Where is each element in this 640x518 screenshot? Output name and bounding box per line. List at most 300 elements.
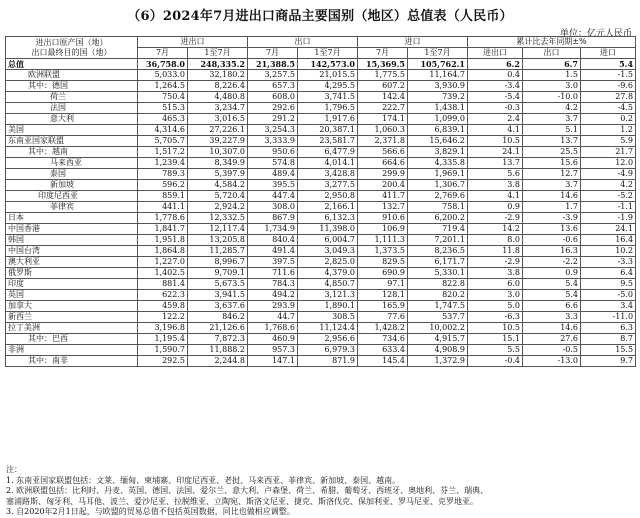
sub-header: 7月: [358, 48, 408, 59]
table-cell: 789.3: [138, 169, 188, 180]
table-cell: 3,829.1: [408, 147, 468, 158]
row-label: 韩国: [6, 235, 138, 246]
table-cell: 1,969.1: [408, 169, 468, 180]
table-cell: 3.4: [581, 301, 636, 312]
notes: [6, 465, 634, 518]
table-cell: 1,890.1: [298, 301, 358, 312]
table-cell: 308.5: [298, 312, 358, 323]
table-row: [6, 202, 636, 213]
table-cell: 397.5: [248, 257, 298, 268]
table-cell: -4.5: [581, 103, 636, 114]
table-row: [6, 257, 636, 268]
table-cell: 145.4: [358, 356, 408, 367]
table-cell: 871.9: [298, 356, 358, 367]
row-label: 总值: [6, 59, 138, 70]
table-cell: 1,239.4: [138, 158, 188, 169]
table-cell: 1,373.5: [358, 246, 408, 257]
table-cell: 4.2: [523, 103, 581, 114]
table-body: [6, 59, 636, 367]
table-cell: 3,121.3: [298, 290, 358, 301]
table-cell: 23,581.7: [298, 136, 358, 147]
table-cell: 0.4: [468, 70, 523, 81]
row-label: 美国: [6, 125, 138, 136]
sub-header: 7月: [248, 48, 298, 59]
table-cell: 10,002.2: [408, 323, 468, 334]
table-cell: 1,768.6: [248, 323, 298, 334]
table-row: [6, 158, 636, 169]
table-row: [6, 103, 636, 114]
table-cell: 441.1: [138, 202, 188, 213]
table-cell: -1.1: [581, 202, 636, 213]
table-cell: 8,236.5: [408, 246, 468, 257]
table-cell: 4,014.1: [298, 158, 358, 169]
table-row: [6, 224, 636, 235]
table-cell: -1.9: [581, 213, 636, 224]
table-cell: 7,872.3: [188, 334, 248, 345]
table-cell: 77.6: [358, 312, 408, 323]
table-cell: 491.4: [248, 246, 298, 257]
table-cell: 1,917.6: [298, 114, 358, 125]
table-row: [6, 70, 636, 81]
table-cell: 494.2: [248, 290, 298, 301]
table-cell: 36,758.0: [138, 59, 188, 70]
table-cell: 12.7: [523, 169, 581, 180]
table-cell: 460.9: [248, 334, 298, 345]
group-header-growth: 累计比去年同期±%: [468, 37, 636, 48]
table-cell: 21.7: [581, 147, 636, 158]
table-cell: -3.4: [468, 81, 523, 92]
table-cell: 664.6: [358, 158, 408, 169]
table-cell: 13,205.8: [188, 235, 248, 246]
table-cell: 1,428.2: [358, 323, 408, 334]
table-row: [6, 279, 636, 290]
table-cell: 5,705.7: [138, 136, 188, 147]
table-cell: 6.7: [523, 59, 581, 70]
table-cell: 3,930.9: [408, 81, 468, 92]
table-cell: 711.6: [248, 268, 298, 279]
row-label: 意大利: [6, 114, 138, 125]
table-cell: 11,124.4: [298, 323, 358, 334]
note-line: 2. 欧洲联盟包括：比利时、丹麦、英国、德国、法国、爱尔兰、意大利、卢森堡、荷兰、希腊、葡萄牙、西班牙、奥地利、芬兰、瑞典、: [6, 486, 489, 495]
table-cell: 1,060.3: [358, 125, 408, 136]
table-row: [6, 125, 636, 136]
table-cell: 4.1: [468, 125, 523, 136]
table-cell: 147.1: [248, 356, 298, 367]
table-cell: 291.2: [248, 114, 298, 125]
table-cell: 2,166.1: [298, 202, 358, 213]
row-label: 东南亚国家联盟: [6, 136, 138, 147]
table-row: [6, 235, 636, 246]
table-cell: 840.4: [248, 235, 298, 246]
table-title: （6）2024年7月进出口商品主要国别（地区）总值表（人民币）: [127, 9, 513, 24]
table-cell: 128.1: [358, 290, 408, 301]
table-row: [6, 213, 636, 224]
note-line: 3. 自2020年2月1日起，与欧盟的贸易总值不包括英国数据，同比也做相应调整。: [6, 507, 295, 516]
table-cell: 20,387.1: [298, 125, 358, 136]
row-label: 菲律宾: [6, 202, 138, 213]
table-cell: 5,673.5: [188, 279, 248, 290]
table-cell: 12,117.4: [188, 224, 248, 235]
table-cell: 1,590.7: [138, 345, 188, 356]
table-cell: 1,227.0: [138, 257, 188, 268]
table-row: [6, 169, 636, 180]
table-cell: 1.5: [523, 70, 581, 81]
table-cell: 3,254.3: [248, 125, 298, 136]
table-cell: 3.3: [523, 312, 581, 323]
table-cell: 15.6: [523, 158, 581, 169]
table-cell: 3,234.7: [188, 103, 248, 114]
table-row: [6, 301, 636, 312]
table-cell: 32,180.2: [188, 70, 248, 81]
table-cell: 1,951.8: [138, 235, 188, 246]
table-cell: 27,226.1: [188, 125, 248, 136]
table-cell: -3.3: [581, 257, 636, 268]
table-cell: 15.1: [468, 334, 523, 345]
row-label: 荷兰: [6, 92, 138, 103]
table-cell: 566.6: [358, 147, 408, 158]
table-cell: 6,132.3: [298, 213, 358, 224]
table-cell: 8,226.4: [188, 81, 248, 92]
table-cell: 5.6: [468, 169, 523, 180]
table-cell: -2.2: [523, 257, 581, 268]
table-cell: 6.0: [468, 279, 523, 290]
table-cell: 574.8: [248, 158, 298, 169]
table-row: [6, 147, 636, 158]
table-cell: 3.7: [523, 114, 581, 125]
table-cell: 3,333.9: [248, 136, 298, 147]
table-cell: 4.1: [468, 191, 523, 202]
table-cell: 14.6: [523, 191, 581, 202]
table-cell: 411.7: [358, 191, 408, 202]
row-label: 中国台湾: [6, 246, 138, 257]
table-cell: 5.0: [468, 301, 523, 312]
unit-label: 单位：亿元人民币: [559, 29, 632, 39]
table-cell: 6,477.9: [298, 147, 358, 158]
table-cell: 2,924.2: [188, 202, 248, 213]
corner-top-label: 进出口原产国（地）: [35, 37, 108, 47]
table-cell: -4.9: [581, 169, 636, 180]
table-cell: -0.4: [468, 356, 523, 367]
table-cell: 5.5: [468, 345, 523, 356]
group-header-export: 出口: [248, 37, 358, 48]
table-cell: 1,402.5: [138, 268, 188, 279]
table-cell: 1,841.7: [138, 224, 188, 235]
table-cell: 950.6: [248, 147, 298, 158]
table-cell: 8.7: [581, 334, 636, 345]
row-label: 中国香港: [6, 224, 138, 235]
table-cell: 739.2: [408, 92, 468, 103]
table-cell: 2,825.0: [298, 257, 358, 268]
table-cell: 4,584.2: [188, 180, 248, 191]
table-cell: 633.4: [358, 345, 408, 356]
table-cell: 5,397.9: [188, 169, 248, 180]
table-cell: -5.4: [468, 92, 523, 103]
table-cell: 6.4: [581, 268, 636, 279]
table-cell: 14.2: [468, 224, 523, 235]
table-cell: 3,196.8: [138, 323, 188, 334]
table-cell: 1,195.4: [138, 334, 188, 345]
table-cell: 3,049.3: [298, 246, 358, 257]
table-cell: 3,016.5: [188, 114, 248, 125]
table-cell: 10,307.0: [188, 147, 248, 158]
table-cell: 1,864.8: [138, 246, 188, 257]
table-cell: 292.5: [138, 356, 188, 367]
table-cell: -13.0: [523, 356, 581, 367]
table-cell: -0.5: [523, 345, 581, 356]
table-cell: 9.5: [581, 279, 636, 290]
note-line: 1. 东南亚国家联盟包括：文莱、缅甸、柬埔寨、印度尼西亚、老挝、马来西亚、菲律宾、新加坡、泰国、越南。: [6, 475, 401, 485]
sub-header: 1至7月: [298, 48, 358, 59]
table-cell: 97.1: [358, 279, 408, 290]
table-cell: 12,332.5: [188, 213, 248, 224]
table-cell: 16.3: [523, 246, 581, 257]
table-row: [6, 81, 636, 92]
sub-header: 1至7月: [188, 48, 248, 59]
table-cell: -1.5: [581, 70, 636, 81]
table-cell: 957.3: [248, 345, 298, 356]
table-cell: 2.4: [468, 114, 523, 125]
table-cell: 859.1: [138, 191, 188, 202]
table-row: [6, 92, 636, 103]
table-cell: 4,915.7: [408, 334, 468, 345]
table-cell: 5.4: [523, 279, 581, 290]
table-cell: 24.1: [581, 224, 636, 235]
table-cell: 1,306.7: [408, 180, 468, 191]
table-cell: 25.5: [523, 147, 581, 158]
table-row: [6, 59, 636, 70]
table-cell: 758.1: [408, 202, 468, 213]
table-cell: 515.3: [138, 103, 188, 114]
row-label: 拉丁美洲: [6, 323, 138, 334]
table-cell: 132.7: [358, 202, 408, 213]
sub-header: 出口: [523, 48, 581, 59]
table-row: [6, 114, 636, 125]
table-cell: 13.6: [523, 224, 581, 235]
table-cell: 174.1: [358, 114, 408, 125]
table-cell: 489.4: [248, 169, 298, 180]
table-cell: 4,908.9: [408, 345, 468, 356]
sub-header: 进出口: [468, 48, 523, 59]
sub-header: 7月: [138, 48, 188, 59]
table-cell: 16.4: [581, 235, 636, 246]
table-cell: 4,379.0: [298, 268, 358, 279]
table-cell: -2.9: [468, 257, 523, 268]
table-cell: 622.3: [138, 290, 188, 301]
table-row: [6, 312, 636, 323]
table-cell: 15,646.2: [408, 136, 468, 147]
table-row: [6, 334, 636, 345]
table-cell: 596.2: [138, 180, 188, 191]
table-cell: 21,388.5: [248, 59, 298, 70]
table-cell: 6.6: [523, 301, 581, 312]
table-row: [6, 246, 636, 257]
row-label: 法国: [6, 103, 138, 114]
table-cell: 3.7: [523, 180, 581, 191]
table-cell: 3,428.8: [298, 169, 358, 180]
corner-bottom-label: 出口最终目的国（地）: [31, 47, 112, 57]
table-cell: 1.7: [523, 202, 581, 213]
table-cell: 11,888.2: [188, 345, 248, 356]
table-row: [6, 180, 636, 191]
table-cell: 11,398.0: [298, 224, 358, 235]
row-label: 英国: [6, 290, 138, 301]
table-cell: -0.6: [523, 235, 581, 246]
table-cell: 5.9: [581, 136, 636, 147]
table-cell: 4,480.8: [188, 92, 248, 103]
table-cell: 1,778.6: [138, 213, 188, 224]
table-cell: 3,637.6: [188, 301, 248, 312]
table-cell: 13.7: [523, 136, 581, 147]
table-cell: 10.5: [468, 136, 523, 147]
table-cell: 5.4: [523, 290, 581, 301]
table-row: [6, 345, 636, 356]
table-cell: 829.5: [358, 257, 408, 268]
table-cell: 293.9: [248, 301, 298, 312]
row-label: 马来西亚: [6, 158, 138, 169]
table-row: [6, 323, 636, 334]
table-cell: 1.2: [581, 125, 636, 136]
row-label: 印度尼西亚: [6, 191, 138, 202]
table-cell: 2,956.6: [298, 334, 358, 345]
row-label: 欧洲联盟: [6, 70, 138, 81]
table-cell: 2,371.8: [358, 136, 408, 147]
table-cell: 1,372.9: [408, 356, 468, 367]
table-cell: 3,277.5: [298, 180, 358, 191]
table-cell: -6.3: [468, 312, 523, 323]
table-cell: 3.0: [523, 81, 581, 92]
table-cell: 867.9: [248, 213, 298, 224]
table-cell: 4,314.6: [138, 125, 188, 136]
table-cell: 3,741.5: [298, 92, 358, 103]
row-label: 其中：德国: [6, 81, 138, 92]
table-cell: 11,164.7: [408, 70, 468, 81]
table-cell: -9.6: [581, 81, 636, 92]
table-cell: 1,775.5: [358, 70, 408, 81]
table-cell: 8,996.7: [188, 257, 248, 268]
table-cell: 2,769.6: [408, 191, 468, 202]
table-cell: 447.4: [248, 191, 298, 202]
table-cell: 21,126.6: [188, 323, 248, 334]
table-cell: 5,330.1: [408, 268, 468, 279]
table-cell: -11.0: [581, 312, 636, 323]
table-cell: 9,709.1: [188, 268, 248, 279]
table-cell: 2,244.8: [188, 356, 248, 367]
table-cell: 5.4: [581, 59, 636, 70]
table-cell: 165.9: [358, 301, 408, 312]
table-cell: 21,015.5: [298, 70, 358, 81]
table-cell: 734.6: [358, 334, 408, 345]
table-cell: 1,099.0: [408, 114, 468, 125]
table-cell: 142.4: [358, 92, 408, 103]
table-cell: 142,573.0: [298, 59, 358, 70]
group-header-import: 进口: [358, 37, 468, 48]
table-cell: 4,850.7: [298, 279, 358, 290]
table-cell: 24.1: [468, 147, 523, 158]
header-corner: [6, 37, 138, 59]
table-cell: 1,796.5: [298, 103, 358, 114]
table-cell: -10.0: [523, 92, 581, 103]
table-cell: 465.3: [138, 114, 188, 125]
table-cell: 6,979.3: [298, 345, 358, 356]
table-cell: 1,264.5: [138, 81, 188, 92]
table-cell: 27.8: [581, 92, 636, 103]
table-cell: 8,349.9: [188, 158, 248, 169]
row-label: 非洲: [6, 345, 138, 356]
table-cell: 299.9: [358, 169, 408, 180]
table-cell: 6,200.2: [408, 213, 468, 224]
table-cell: 248,335.2: [188, 59, 248, 70]
table-cell: 0.9: [523, 268, 581, 279]
table-row: [6, 290, 636, 301]
row-label: 加拿大: [6, 301, 138, 312]
table-cell: 459.8: [138, 301, 188, 312]
row-label: 俄罗斯: [6, 268, 138, 279]
table-cell: 3.8: [468, 180, 523, 191]
table-cell: 13.7: [468, 158, 523, 169]
table-cell: 881.4: [138, 279, 188, 290]
table-cell: 719.4: [408, 224, 468, 235]
table-cell: 6,004.7: [298, 235, 358, 246]
row-label: 日本: [6, 213, 138, 224]
table-cell: 6,171.7: [408, 257, 468, 268]
row-label: 印度: [6, 279, 138, 290]
table-cell: 12.0: [581, 158, 636, 169]
table-cell: -5.2: [581, 191, 636, 202]
table-cell: 11.8: [468, 246, 523, 257]
note-line: 注：: [6, 465, 22, 474]
table-cell: 5,033.0: [138, 70, 188, 81]
table-cell: 292.6: [248, 103, 298, 114]
table-cell: 690.9: [358, 268, 408, 279]
table-cell: 7,201.1: [408, 235, 468, 246]
table-cell: 4,295.5: [298, 81, 358, 92]
table-cell: 222.7: [358, 103, 408, 114]
table-cell: 1,438.1: [408, 103, 468, 114]
table-cell: 537.7: [408, 312, 468, 323]
table-cell: 3.0: [468, 290, 523, 301]
table-cell: 5,720.4: [188, 191, 248, 202]
table-cell: 10.5: [468, 323, 523, 334]
table-cell: 608.0: [248, 92, 298, 103]
table-cell: 2,950.8: [298, 191, 358, 202]
row-label: 其中：南非: [6, 356, 138, 367]
row-label: 泰国: [6, 169, 138, 180]
table-cell: 14.6: [523, 323, 581, 334]
table-cell: 846.2: [188, 312, 248, 323]
table-cell: 10.2: [581, 246, 636, 257]
table-cell: 784.3: [248, 279, 298, 290]
table-cell: 0.9: [468, 202, 523, 213]
table-cell: 15,369.5: [358, 59, 408, 70]
table-cell: 657.3: [248, 81, 298, 92]
table-cell: 3,941.5: [188, 290, 248, 301]
table-cell: 395.5: [248, 180, 298, 191]
table-cell: 15.5: [581, 345, 636, 356]
table-cell: 9.7: [581, 356, 636, 367]
table-cell: -2.9: [468, 213, 523, 224]
trade-table: [5, 36, 636, 367]
note-line: 塞浦路斯、匈牙利、马耳他、波兰、爱沙尼亚、拉脱维亚、立陶宛、斯洛文尼亚、捷克、斯洛伐克、保加利亚、罗马尼亚、克罗地亚。: [6, 496, 478, 506]
table-cell: 4,335.8: [408, 158, 468, 169]
table-cell: 39,227.9: [188, 136, 248, 147]
sub-header: 进口: [581, 48, 636, 59]
table-cell: 105,762.1: [408, 59, 468, 70]
table-row: [6, 268, 636, 279]
table-cell: 122.2: [138, 312, 188, 323]
row-label: 其中：越南: [6, 147, 138, 158]
table-cell: 1,734.9: [248, 224, 298, 235]
table-row: [6, 356, 636, 367]
